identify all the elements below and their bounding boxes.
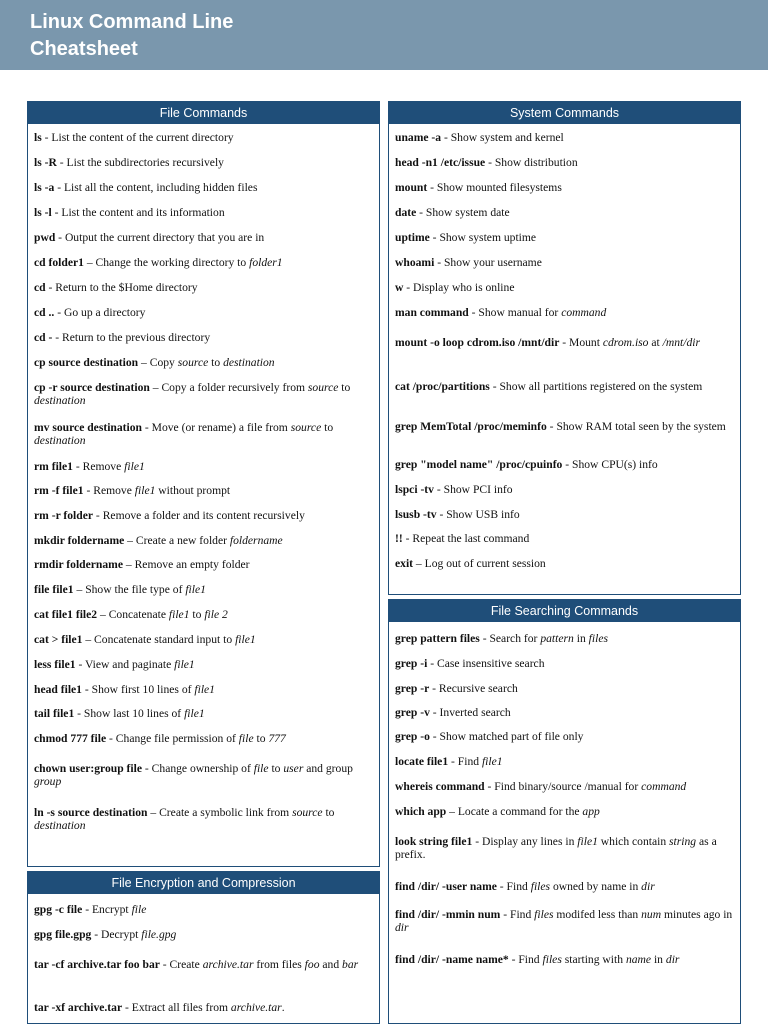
description-text: as a prefix. — [395, 835, 717, 861]
argument-text: user — [283, 762, 304, 775]
command-name: cd .. — [34, 306, 55, 319]
list-item — [395, 380, 734, 393]
argument-text: file — [131, 903, 147, 916]
description-text: – Concatenate — [97, 608, 169, 621]
description-text: – Create a new folder — [124, 534, 230, 547]
list-item — [395, 730, 734, 743]
list-item — [34, 181, 373, 194]
argument-text: /mnt/dir — [662, 336, 701, 349]
command-name: locate file1 — [395, 755, 449, 768]
description-text: starting with — [561, 953, 626, 966]
list-item — [395, 336, 734, 349]
command-name: grep "model name" /proc/cpuinfo — [395, 458, 563, 471]
description-text: - Find binary/source /manual for — [484, 780, 642, 793]
list-item — [395, 281, 734, 294]
command-name: chmod 777 file — [34, 732, 107, 745]
argument-text: source — [290, 421, 322, 434]
command-name: head -n1 /etc/issue — [395, 156, 486, 169]
command-name: grep -r — [395, 682, 430, 695]
description-text: to — [322, 806, 335, 819]
command-name: which app — [395, 805, 447, 818]
list-item — [395, 206, 734, 219]
description-text: - List the subdirectories recursively — [56, 156, 224, 169]
description-text: - Show mounted filesystems — [427, 181, 562, 194]
description-text: – Log out of current session — [413, 557, 546, 570]
list-item — [34, 558, 373, 571]
list-item — [395, 880, 734, 893]
argument-text: 777 — [268, 732, 286, 745]
argument-text: group — [34, 775, 62, 788]
list-item — [395, 256, 734, 269]
command-name: grep MemTotal /proc/meminfo — [395, 420, 547, 433]
argument-text: file — [238, 732, 254, 745]
title-line-2: Cheatsheet — [30, 38, 138, 60]
argument-text: file1 — [184, 707, 205, 720]
description-text: - Go up a directory — [54, 306, 146, 319]
argument-text: files — [530, 880, 551, 893]
argument-text: bar — [342, 958, 359, 971]
command-name: uptime — [395, 231, 430, 244]
command-name: cp -r source destination — [34, 381, 150, 394]
argument-text: dir — [665, 953, 680, 966]
description-text: - List all the content, including hidden files — [54, 181, 258, 194]
description-text: to — [321, 421, 334, 434]
command-name: chown user:group file — [34, 762, 142, 775]
argument-text: dir — [395, 921, 409, 934]
description-text: - Show last 10 lines of — [74, 707, 185, 720]
description-text: - Show matched part of file only — [429, 730, 584, 743]
description-text: – Locate a command for the — [446, 805, 583, 818]
list-item — [395, 682, 734, 695]
description-text: - Show first 10 lines of — [81, 683, 195, 696]
argument-text: foldername — [229, 534, 283, 547]
argument-text: string — [669, 835, 697, 848]
description-text: to — [338, 381, 351, 394]
description-text: to — [189, 608, 205, 621]
argument-text: destination — [34, 819, 86, 832]
description-text: - Create — [159, 958, 203, 971]
list-item — [395, 780, 734, 793]
command-name: ls — [34, 131, 42, 144]
list-item — [34, 608, 373, 621]
description-text: - Remove — [72, 460, 125, 473]
description-text: - Return to the previous directory — [52, 331, 211, 344]
description-text: which contain — [597, 835, 670, 848]
list-item — [395, 657, 734, 670]
list-item — [34, 460, 373, 473]
argument-text: command — [561, 306, 607, 319]
description-text: - Inverted search — [429, 706, 511, 719]
command-name: whereis command — [395, 780, 485, 793]
command-name: cp source destination — [34, 356, 139, 369]
argument-text: files — [588, 632, 608, 645]
description-text: - Show system date — [416, 206, 510, 219]
description-text: - Show your username — [434, 256, 542, 269]
argument-text: archive.tar — [230, 1001, 282, 1014]
description-text: . — [281, 1001, 285, 1014]
command-name: cat > file1 — [34, 633, 83, 646]
description-text: - Display who is online — [403, 281, 515, 294]
list-item — [395, 306, 734, 319]
description-text: - Change ownership of — [142, 762, 254, 775]
command-name: head file1 — [34, 683, 82, 696]
command-name: lsusb -tv — [395, 508, 437, 521]
description-text: without prompt — [155, 484, 231, 497]
description-text: - Change file permission of — [106, 732, 239, 745]
description-text: - Mount — [559, 336, 603, 349]
command-name: exit — [395, 557, 414, 570]
argument-text: foo — [304, 958, 320, 971]
argument-text: file1 — [134, 484, 156, 497]
description-text: - Return to the $Home directory — [45, 281, 198, 294]
command-name: lspci -tv — [395, 483, 434, 496]
command-name: rm file1 — [34, 460, 73, 473]
command-name: ls -a — [34, 181, 55, 194]
list-item — [34, 156, 373, 169]
description-text: owned by name in — [550, 880, 642, 893]
argument-text: destination — [34, 434, 86, 447]
description-text: – Change the working directory to — [83, 256, 250, 269]
description-text: - List the content and its information — [51, 206, 225, 219]
description-text: – Remove an empty folder — [122, 558, 250, 571]
description-text: – Copy — [138, 356, 178, 369]
list-item — [395, 483, 734, 496]
description-text: – Show the file type of — [73, 583, 186, 596]
description-text: – Concatenate standard input to — [82, 633, 236, 646]
list-item — [395, 508, 734, 521]
list-item — [34, 633, 373, 646]
description-text: - Show USB info — [436, 508, 520, 521]
command-name: cd — [34, 281, 46, 294]
description-text: - Find — [496, 880, 531, 893]
argument-text: file.gpg — [141, 928, 177, 941]
command-name: find /dir/ -mmin num — [395, 908, 501, 921]
description-text: from files — [253, 958, 305, 971]
command-name: cat file1 file2 — [34, 608, 98, 621]
command-name: uname -a — [395, 131, 442, 144]
list-item — [395, 532, 734, 545]
command-name: w — [395, 281, 404, 294]
description-text: - Search for — [479, 632, 541, 645]
command-name: grep -o — [395, 730, 430, 743]
argument-text: file1 — [168, 608, 190, 621]
page-title — [30, 9, 233, 63]
command-name: ln -s source destination — [34, 806, 148, 819]
list-item — [34, 958, 373, 971]
command-name: gpg -c file — [34, 903, 83, 916]
description-text: - Find — [448, 755, 482, 768]
list-item — [34, 509, 373, 522]
argument-text: destination — [34, 394, 86, 407]
description-text: - Decrypt — [91, 928, 142, 941]
command-name: rmdir foldername — [34, 558, 123, 571]
argument-text: file 2 — [204, 608, 228, 621]
file-searching-heading: File Searching Commands — [389, 600, 740, 622]
argument-text: command — [641, 780, 687, 793]
list-item — [34, 421, 373, 447]
description-text: - Case insensitive search — [427, 657, 545, 670]
description-text: - Remove — [83, 484, 135, 497]
command-name: gpg file.gpg — [34, 928, 92, 941]
description-text: and — [319, 958, 343, 971]
argument-text: folder1 — [249, 256, 283, 269]
list-item — [34, 583, 373, 596]
description-text: in — [573, 632, 589, 645]
encryption-heading: File Encryption and Compression — [28, 872, 379, 894]
command-name: mount -o loop cdrom.iso /mnt/dir — [395, 336, 560, 349]
command-name: file file1 — [34, 583, 74, 596]
list-item — [34, 658, 373, 671]
description-text: - Show system uptime — [429, 231, 537, 244]
list-item — [34, 903, 373, 916]
description-text: at — [648, 336, 663, 349]
argument-text: cdrom.iso — [602, 336, 649, 349]
argument-text: source — [307, 381, 339, 394]
list-item — [395, 156, 734, 169]
list-item — [34, 534, 373, 547]
argument-text: file1 — [124, 460, 145, 473]
description-text: – Create a symbolic link from — [147, 806, 293, 819]
list-item — [34, 281, 373, 294]
argument-text: file1 — [174, 658, 195, 671]
description-text: - Recursive search — [429, 682, 518, 695]
list-item — [34, 806, 373, 832]
argument-text: destination — [223, 356, 275, 369]
argument-text: file1 — [577, 835, 598, 848]
command-name: date — [395, 206, 417, 219]
command-name: !! — [395, 532, 403, 545]
description-text: - Remove a folder and its content recursively — [93, 509, 305, 522]
command-name: rm -f file1 — [34, 484, 84, 497]
command-name: tar -xf archive.tar — [34, 1001, 123, 1014]
description-text: - Move (or rename) a file from — [142, 421, 291, 434]
command-name: mount — [395, 181, 428, 194]
description-text: - List the content of the current directory — [41, 131, 234, 144]
command-name: find /dir/ -name name* — [395, 953, 509, 966]
list-item — [34, 231, 373, 244]
list-item — [395, 706, 734, 719]
title-line-1: Linux Command Line — [30, 11, 234, 33]
list-item — [34, 928, 373, 941]
description-text: to — [268, 762, 284, 775]
argument-text: num — [641, 908, 662, 921]
argument-text: dir — [641, 880, 655, 893]
list-item — [395, 420, 734, 433]
description-text: - Show distribution — [485, 156, 578, 169]
description-text: modifed less than — [553, 908, 642, 921]
argument-text: source — [177, 356, 209, 369]
command-name: cd folder1 — [34, 256, 84, 269]
description-text: - Show manual for — [468, 306, 562, 319]
argument-text: file1 — [185, 583, 206, 596]
description-text: in — [651, 953, 666, 966]
argument-text: files — [534, 908, 554, 921]
command-name: rm -r folder — [34, 509, 94, 522]
command-name: ls -l — [34, 206, 52, 219]
encryption-panel — [27, 871, 380, 1024]
description-text: - Show system and kernel — [441, 131, 564, 144]
list-item — [395, 835, 734, 861]
command-name: look string file1 — [395, 835, 473, 848]
description-text: - Show RAM total seen by the system — [546, 420, 726, 433]
list-item — [34, 206, 373, 219]
description-text: - Display any lines in — [472, 835, 578, 848]
description-text: - Show PCI info — [433, 483, 513, 496]
list-item — [395, 181, 734, 194]
description-text: - Repeat the last command — [402, 532, 530, 545]
list-item — [34, 762, 373, 788]
list-item — [34, 256, 373, 269]
list-item — [34, 356, 373, 369]
command-name: pwd — [34, 231, 56, 244]
description-text: - Output the current directory that you are in — [55, 231, 265, 244]
description-text: - Find — [500, 908, 535, 921]
command-name: mv source destination — [34, 421, 142, 434]
list-item — [395, 953, 734, 966]
description-text: to — [208, 356, 224, 369]
command-name: grep -v — [395, 706, 430, 719]
description-text: minutes ago in — [661, 908, 733, 921]
argument-text: file1 — [235, 633, 256, 646]
list-item — [34, 331, 373, 344]
description-text: and group — [303, 762, 353, 775]
command-name: cd - — [34, 331, 53, 344]
list-item — [34, 306, 373, 319]
file-searching-panel — [388, 599, 741, 1024]
argument-text: archive.tar — [202, 958, 254, 971]
list-item — [34, 683, 373, 696]
command-name: tar -cf archive.tar foo bar — [34, 958, 160, 971]
list-item — [395, 632, 734, 645]
command-name: mkdir foldername — [34, 534, 125, 547]
description-text: - View and paginate — [75, 658, 175, 671]
command-name: less file1 — [34, 658, 76, 671]
argument-text: files — [542, 953, 562, 966]
description-text: - Find — [508, 953, 543, 966]
list-item — [34, 381, 373, 407]
command-name: tail file1 — [34, 707, 75, 720]
description-text: - Show CPU(s) info — [562, 458, 658, 471]
list-item — [34, 707, 373, 720]
page-header — [0, 0, 768, 70]
argument-text: pattern — [540, 632, 574, 645]
file-commands-heading: File Commands — [28, 102, 379, 124]
command-name: ls -R — [34, 156, 57, 169]
system-commands-heading: System Commands — [389, 102, 740, 124]
command-name: grep -i — [395, 657, 428, 670]
list-item — [34, 131, 373, 144]
description-text: - Encrypt — [82, 903, 132, 916]
description-text: - Show all partitions registered on the system — [489, 380, 703, 393]
system-commands-panel — [388, 101, 741, 595]
argument-text: file1 — [194, 683, 215, 696]
list-item — [395, 755, 734, 768]
description-text: - Extract all files from — [122, 1001, 231, 1014]
list-item — [395, 131, 734, 144]
file-commands-panel — [27, 101, 380, 867]
command-name: find /dir/ -user name — [395, 880, 497, 893]
list-item — [395, 805, 734, 818]
list-item — [34, 484, 373, 497]
argument-text: file — [253, 762, 269, 775]
command-name: cat /proc/partitions — [395, 380, 490, 393]
argument-text: name — [625, 953, 652, 966]
description-text: to — [253, 732, 269, 745]
description-text: – Copy a folder recursively from — [149, 381, 308, 394]
list-item — [395, 458, 734, 471]
command-name: whoami — [395, 256, 435, 269]
argument-text: app — [582, 805, 600, 818]
list-item — [34, 732, 373, 745]
argument-text: file1 — [481, 755, 503, 768]
list-item — [395, 231, 734, 244]
list-item — [395, 908, 734, 934]
command-name: man command — [395, 306, 469, 319]
list-item — [34, 1001, 373, 1014]
argument-text: source — [292, 806, 323, 819]
list-item — [395, 557, 734, 570]
command-name: grep pattern files — [395, 632, 480, 645]
